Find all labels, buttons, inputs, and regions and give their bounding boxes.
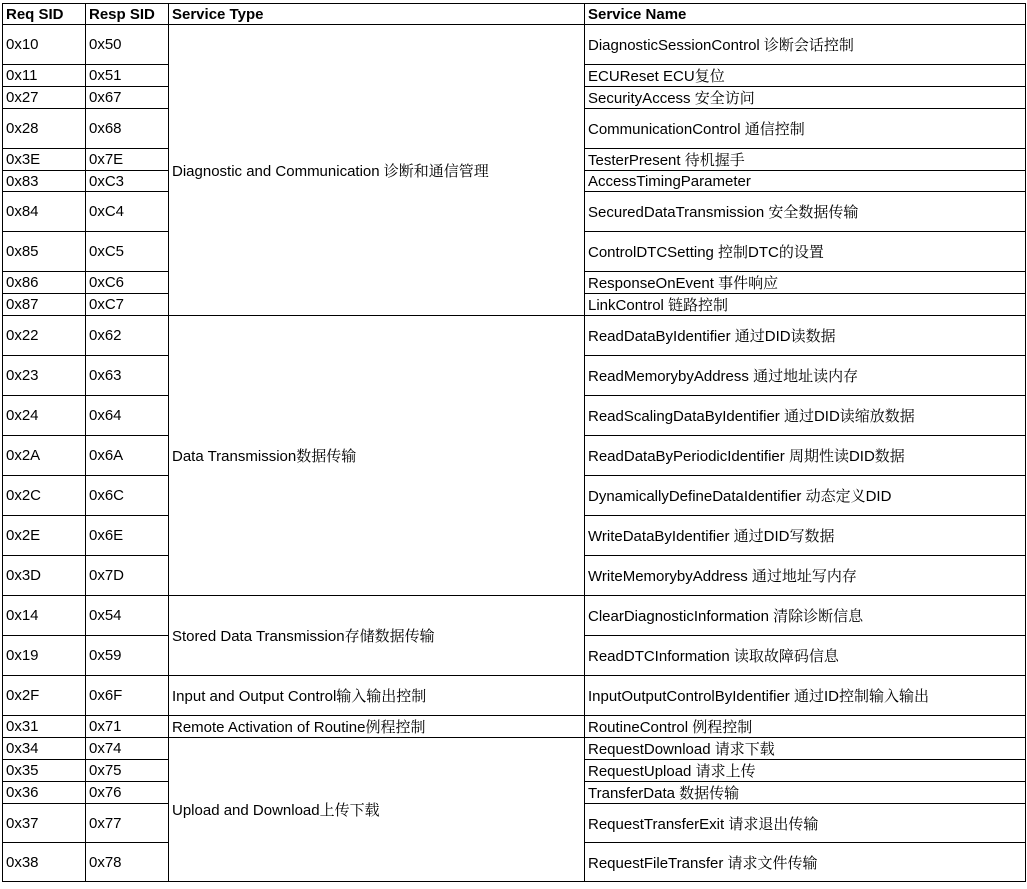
- req-sid-cell[interactable]: 0x2F: [3, 676, 86, 716]
- req-sid-cell[interactable]: 0x23: [3, 356, 86, 396]
- service-name-cell[interactable]: RequestUpload 请求上传: [585, 760, 1026, 782]
- table-row: [3, 676, 1026, 716]
- service-name-cell[interactable]: CommunicationControl 通信控制: [585, 109, 1026, 149]
- resp-sid-cell[interactable]: 0x6E: [86, 516, 169, 556]
- resp-sid-cell[interactable]: 0x7E: [86, 149, 169, 171]
- resp-sid-cell[interactable]: 0x59: [86, 636, 169, 676]
- req-sid-cell[interactable]: 0x27: [3, 87, 86, 109]
- resp-sid-cell[interactable]: 0xC4: [86, 192, 169, 232]
- req-sid-cell[interactable]: 0x11: [3, 65, 86, 87]
- service-type-cell[interactable]: Diagnostic and Communication 诊断和通信管理: [169, 25, 585, 316]
- header-req-sid[interactable]: Req SID: [3, 4, 86, 25]
- resp-sid-cell[interactable]: 0x71: [86, 716, 169, 738]
- table-row: [3, 316, 1026, 356]
- service-name-cell[interactable]: ReadDataByPeriodicIdentifier 周期性读DID数据: [585, 436, 1026, 476]
- resp-sid-cell[interactable]: 0x51: [86, 65, 169, 87]
- header-service-type[interactable]: Service Type: [169, 4, 585, 25]
- service-type-cell[interactable]: Input and Output Control输入输出控制: [169, 676, 585, 716]
- service-name-cell[interactable]: ControlDTCSetting 控制DTC的设置: [585, 232, 1026, 272]
- resp-sid-cell[interactable]: 0x63: [86, 356, 169, 396]
- service-name-cell[interactable]: AccessTimingParameter: [585, 171, 1026, 192]
- req-sid-cell[interactable]: 0x36: [3, 782, 86, 804]
- resp-sid-cell[interactable]: 0x7D: [86, 556, 169, 596]
- service-name-cell[interactable]: ClearDiagnosticInformation 清除诊断信息: [585, 596, 1026, 636]
- resp-sid-cell[interactable]: 0x54: [86, 596, 169, 636]
- service-name-cell[interactable]: SecurityAccess 安全访问: [585, 87, 1026, 109]
- service-name-cell[interactable]: ResponseOnEvent 事件响应: [585, 272, 1026, 294]
- service-name-cell[interactable]: ReadDataByIdentifier 通过DID读数据: [585, 316, 1026, 356]
- req-sid-cell[interactable]: 0x35: [3, 760, 86, 782]
- req-sid-cell[interactable]: 0x83: [3, 171, 86, 192]
- header-service-name[interactable]: Service Name: [585, 4, 1026, 25]
- resp-sid-cell[interactable]: 0x6A: [86, 436, 169, 476]
- service-name-cell[interactable]: ReadScalingDataByIdentifier 通过DID读缩放数据: [585, 396, 1026, 436]
- service-name-cell[interactable]: RequestTransferExit 请求退出传输: [585, 804, 1026, 843]
- req-sid-cell[interactable]: 0x28: [3, 109, 86, 149]
- resp-sid-cell[interactable]: 0x6C: [86, 476, 169, 516]
- req-sid-cell[interactable]: 0x84: [3, 192, 86, 232]
- table-row: [3, 716, 1026, 738]
- req-sid-cell[interactable]: 0x38: [3, 843, 86, 882]
- req-sid-cell[interactable]: 0x31: [3, 716, 86, 738]
- resp-sid-cell[interactable]: 0x67: [86, 87, 169, 109]
- resp-sid-cell[interactable]: 0xC3: [86, 171, 169, 192]
- req-sid-cell[interactable]: 0x2A: [3, 436, 86, 476]
- service-name-cell[interactable]: WriteMemorybyAddress 通过地址写内存: [585, 556, 1026, 596]
- service-name-cell[interactable]: ReadDTCInformation 读取故障码信息: [585, 636, 1026, 676]
- service-name-cell[interactable]: WriteDataByIdentifier 通过DID写数据: [585, 516, 1026, 556]
- service-name-cell[interactable]: DiagnosticSessionControl 诊断会话控制: [585, 25, 1026, 65]
- req-sid-cell[interactable]: 0x87: [3, 294, 86, 316]
- table-row: [3, 596, 1026, 636]
- service-type-cell[interactable]: Data Transmission数据传输: [169, 316, 585, 596]
- resp-sid-cell[interactable]: 0x74: [86, 738, 169, 760]
- service-name-cell[interactable]: TesterPresent 待机握手: [585, 149, 1026, 171]
- req-sid-cell[interactable]: 0x37: [3, 804, 86, 843]
- req-sid-cell[interactable]: 0x2C: [3, 476, 86, 516]
- table-row: [3, 25, 1026, 65]
- service-type-cell[interactable]: Stored Data Transmission存储数据传输: [169, 596, 585, 676]
- resp-sid-cell[interactable]: 0x64: [86, 396, 169, 436]
- service-type-cell[interactable]: Remote Activation of Routine例程控制: [169, 716, 585, 738]
- resp-sid-cell[interactable]: 0x50: [86, 25, 169, 65]
- service-name-cell[interactable]: RoutineControl 例程控制: [585, 716, 1026, 738]
- resp-sid-cell[interactable]: 0x6F: [86, 676, 169, 716]
- req-sid-cell[interactable]: 0x85: [3, 232, 86, 272]
- service-type-cell[interactable]: Upload and Download上传下载: [169, 738, 585, 882]
- service-name-cell[interactable]: RequestDownload 请求下载: [585, 738, 1026, 760]
- req-sid-cell[interactable]: 0x24: [3, 396, 86, 436]
- resp-sid-cell[interactable]: 0x62: [86, 316, 169, 356]
- service-name-cell[interactable]: RequestFileTransfer 请求文件传输: [585, 843, 1026, 882]
- req-sid-cell[interactable]: 0x2E: [3, 516, 86, 556]
- req-sid-cell[interactable]: 0x19: [3, 636, 86, 676]
- resp-sid-cell[interactable]: 0x77: [86, 804, 169, 843]
- req-sid-cell[interactable]: 0x3E: [3, 149, 86, 171]
- uds-service-table: [2, 3, 1026, 882]
- service-name-cell[interactable]: ReadMemorybyAddress 通过地址读内存: [585, 356, 1026, 396]
- table-row: [3, 738, 1026, 760]
- service-name-cell[interactable]: InputOutputControlByIdentifier 通过ID控制输入输出: [585, 676, 1026, 716]
- header-resp-sid[interactable]: Resp SID: [86, 4, 169, 25]
- resp-sid-cell[interactable]: 0xC5: [86, 232, 169, 272]
- req-sid-cell[interactable]: 0x86: [3, 272, 86, 294]
- req-sid-cell[interactable]: 0x3D: [3, 556, 86, 596]
- req-sid-cell[interactable]: 0x22: [3, 316, 86, 356]
- service-name-cell[interactable]: LinkControl 链路控制: [585, 294, 1026, 316]
- resp-sid-cell[interactable]: 0x76: [86, 782, 169, 804]
- service-name-cell[interactable]: SecuredDataTransmission 安全数据传输: [585, 192, 1026, 232]
- sheet: [2, 3, 1026, 882]
- req-sid-cell[interactable]: 0x10: [3, 25, 86, 65]
- service-name-cell[interactable]: TransferData 数据传输: [585, 782, 1026, 804]
- resp-sid-cell[interactable]: 0xC6: [86, 272, 169, 294]
- req-sid-cell[interactable]: 0x34: [3, 738, 86, 760]
- service-name-cell[interactable]: ECUReset ECU复位: [585, 65, 1026, 87]
- header-row: [3, 4, 1026, 25]
- resp-sid-cell[interactable]: 0x75: [86, 760, 169, 782]
- resp-sid-cell[interactable]: 0xC7: [86, 294, 169, 316]
- resp-sid-cell[interactable]: 0x78: [86, 843, 169, 882]
- req-sid-cell[interactable]: 0x14: [3, 596, 86, 636]
- service-name-cell[interactable]: DynamicallyDefineDataIdentifier 动态定义DID: [585, 476, 1026, 516]
- resp-sid-cell[interactable]: 0x68: [86, 109, 169, 149]
